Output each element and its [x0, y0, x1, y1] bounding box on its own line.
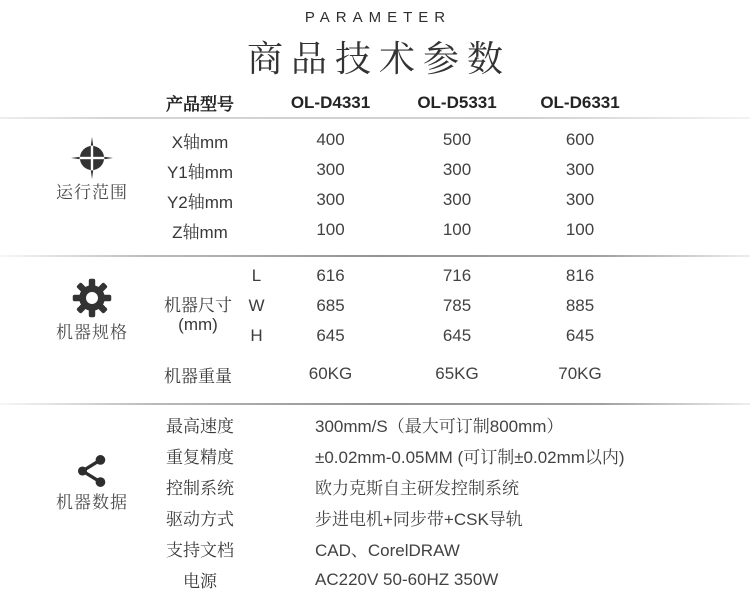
section-name-operating-range: 运行范围	[56, 183, 128, 202]
row-label: 支持文档	[166, 541, 234, 560]
cell-value: 816	[565, 266, 595, 285]
weight-label: 机器重量	[164, 366, 232, 386]
cell-value: 500	[442, 130, 472, 149]
cell-value: 400	[316, 130, 345, 149]
cell-value: 300	[565, 160, 595, 179]
row-label: 控制系统	[166, 479, 234, 498]
page-title: 商品技术参数	[246, 38, 511, 79]
cell-value: 100	[565, 220, 595, 239]
cell-value: 65KG	[435, 364, 479, 383]
row-label: Z轴mm	[172, 222, 228, 242]
cell-value: 欧力克斯自主研发控制系统	[315, 479, 519, 498]
table-row	[0, 125, 642, 155]
axis-label-h: H	[250, 326, 263, 345]
table-row	[0, 502, 750, 533]
cell-value: 785	[442, 296, 472, 315]
row-label: X轴mm	[171, 132, 229, 152]
cell-value: 616	[316, 266, 345, 285]
column-header-model-2: OL-D5331	[417, 92, 497, 112]
table-row	[0, 564, 750, 595]
table-row	[0, 533, 750, 564]
cell-value: 300	[442, 190, 472, 209]
cell-value: 步进电机+同步带+CSK导轨	[315, 510, 523, 529]
row-label: 电源	[183, 572, 217, 591]
axis-label-l: L	[251, 266, 262, 285]
cell-value: CAD、CorelDRAW	[315, 541, 460, 560]
table-row	[0, 155, 642, 185]
section-name-machine-specs: 机器规格	[56, 323, 128, 342]
dimension-unit: (mm)	[178, 315, 218, 334]
table-row	[0, 440, 750, 471]
table-row	[0, 409, 750, 440]
row-label: Y1轴mm	[166, 162, 234, 182]
cell-value: 300	[316, 160, 345, 179]
row-label: 驱动方式	[166, 510, 234, 529]
cell-value: 600	[565, 130, 595, 149]
machine-data-table	[0, 406, 750, 595]
table-row	[0, 185, 642, 215]
cell-value: 300mm/S（最大可订制800mm）	[315, 417, 564, 436]
cell-value: ±0.02mm-0.05MM (可订制±0.02mm以内)	[315, 448, 625, 467]
section-divider	[0, 403, 750, 405]
dimension-label-text: 机器尺寸	[164, 296, 232, 315]
table-row	[0, 215, 642, 245]
cell-value: 100	[316, 220, 345, 239]
column-header-product-model: 产品型号	[166, 95, 234, 114]
axis-label-w: W	[248, 296, 265, 315]
cell-value: AC220V 50-60HZ 350W	[315, 569, 499, 589]
cell-value: 685	[316, 296, 345, 315]
cell-value: 300	[316, 190, 345, 209]
cell-value: 716	[442, 266, 472, 285]
row-label: 重复精度	[166, 448, 234, 467]
table-row	[0, 471, 750, 502]
cell-value: 100	[442, 220, 472, 239]
column-header-model-1: OL-D4331	[290, 92, 371, 112]
cell-value: 645	[442, 326, 472, 345]
section-name-machine-data: 机器数据	[56, 493, 128, 512]
eyebrow-title: PARAMETER	[304, 9, 452, 26]
cell-value: 300	[565, 190, 595, 209]
cell-value: 645	[316, 326, 345, 345]
table-header	[0, 88, 642, 117]
cell-value: 70KG	[558, 364, 602, 383]
cell-value: 60KG	[308, 364, 353, 383]
dimension-label	[148, 296, 248, 334]
cell-value: 645	[565, 326, 595, 345]
machine-specs-table	[0, 257, 642, 389]
cell-value: 300	[442, 160, 472, 179]
row-label: 最高速度	[166, 417, 234, 436]
cell-value: 885	[565, 296, 595, 315]
operating-range-table	[0, 119, 642, 245]
row-label: Y2轴mm	[166, 192, 234, 212]
column-header-model-3: OL-D6331	[540, 92, 620, 112]
